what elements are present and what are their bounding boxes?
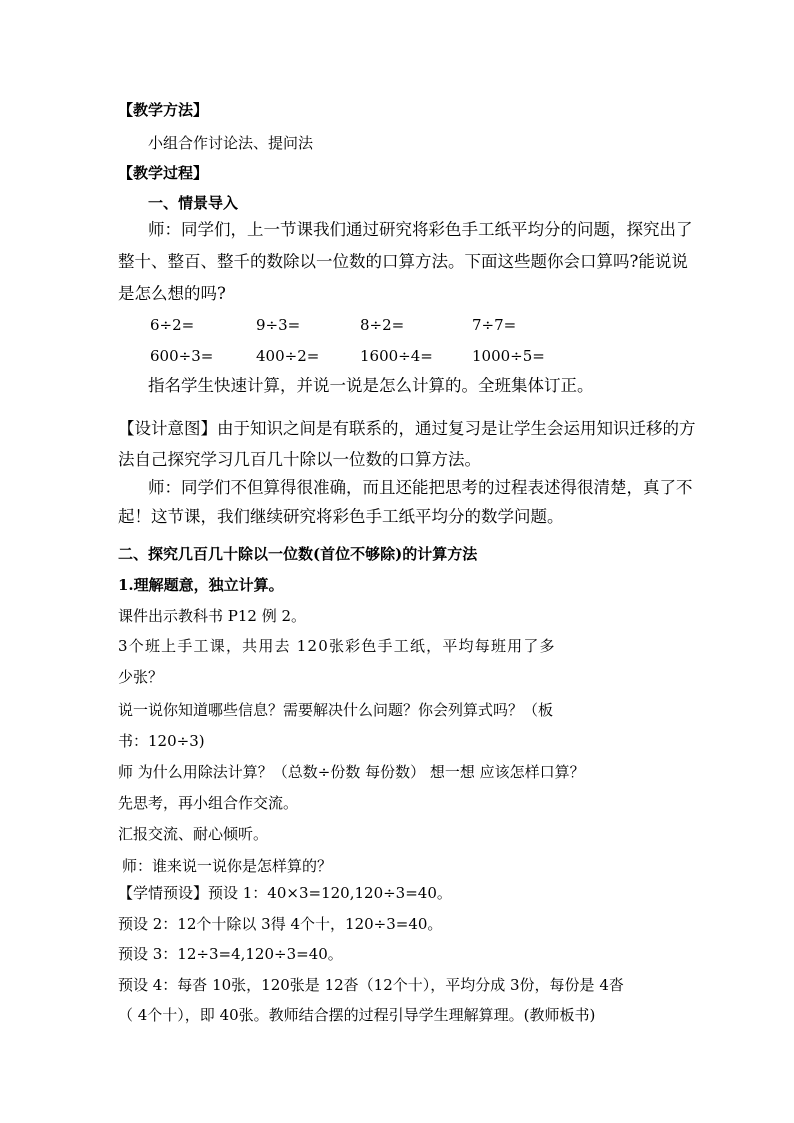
method-heading: 【教学方法】 [118,101,209,119]
calc-item: 1000÷5= [472,347,545,365]
step1-title: 1.理解题意，独立计算。 [118,576,284,594]
calc-item: 7÷7= [472,316,517,334]
preset-line-3: 预设 3：12÷3=4,120÷3=40。 [118,945,343,963]
calc-item: 1600÷4= [360,347,433,365]
preset-line-1: 【学情预设】预设 1：40×3=120,120÷3=40。 [118,884,452,902]
calc-item: 8÷2= [360,316,405,334]
ask-line-2: 书：120÷3) [118,732,205,750]
calc-item: 400÷2= [256,347,320,365]
section2-title: 二、探究几百几十除以一位数(首位不够除)的计算方法 [118,545,478,563]
problem-line-2: 少张？ [118,668,164,686]
method-text: 小组合作讨论法、提问法 [148,134,314,152]
problem-line-1: 3个班上手工课，共用去 120张彩色手工纸，平均每班用了多 [118,637,556,655]
preset-line-5: （ 4个十），即 40张。教师结合摆的过程引导学生理解算理。(教师板书) [118,1006,596,1024]
calc-item: 6÷2= [150,316,195,334]
calc-item: 600÷3= [150,347,214,365]
design-line-2: 法自己探究学习几百几十除以一位数的口算方法。 [118,450,481,469]
process-heading: 【教学过程】 [118,164,209,182]
calc-item: 9÷3= [256,316,301,334]
ask-line-1: 说一说你知道哪些信息？需要解决什么问题？你会列算式吗？（板 [118,701,554,719]
section1-title: 一、情景导入 [148,194,239,212]
praise-line-2: 起！这节课，我们继续研究将彩色手工纸平均分的数学问题。 [118,507,564,526]
think-line: 先思考，再小组合作交流。 [118,794,299,812]
check-text: 指名学生快速计算，并说一说是怎么计算的。全班集体订正。 [148,376,594,395]
design-line-1: 【设计意图】由于知识之间是有联系的，通过复习是让学生会运用知识迁移的方 [118,419,696,438]
intro-line-2: 整十、整百、整千的数除以一位数的口算方法。下面这些题你会口算吗?能说说 [118,252,688,271]
intro-line-1: 师：同学们，上一节课我们通过研究将彩色手工纸平均分的问题，探究出了 [148,220,693,239]
praise-line-1: 师：同学们不但算得很准确，而且还能把思考的过程表述得很清楚，真了不 [148,478,693,497]
teacher-question: 师：谁来说一说你是怎样算的？ [122,857,333,875]
intro-line-3: 是怎么想的吗? [118,284,226,303]
courseware-line: 课件出示教科书 P12 例 2。 [118,607,307,625]
preset-line-4: 预设 4：每沓 10张，120张是 12沓（12个十），平均分成 3份，每份是 4沓 [118,976,624,994]
why-line: 师 为什么用除法计算？（总数÷份数 每份数） 想一想 应该怎样口算？ [118,763,585,781]
preset-line-2: 预设 2：12个十除以 3得 4个十，120÷3=40。 [118,915,443,933]
report-line: 汇报交流、耐心倾听。 [118,825,269,843]
